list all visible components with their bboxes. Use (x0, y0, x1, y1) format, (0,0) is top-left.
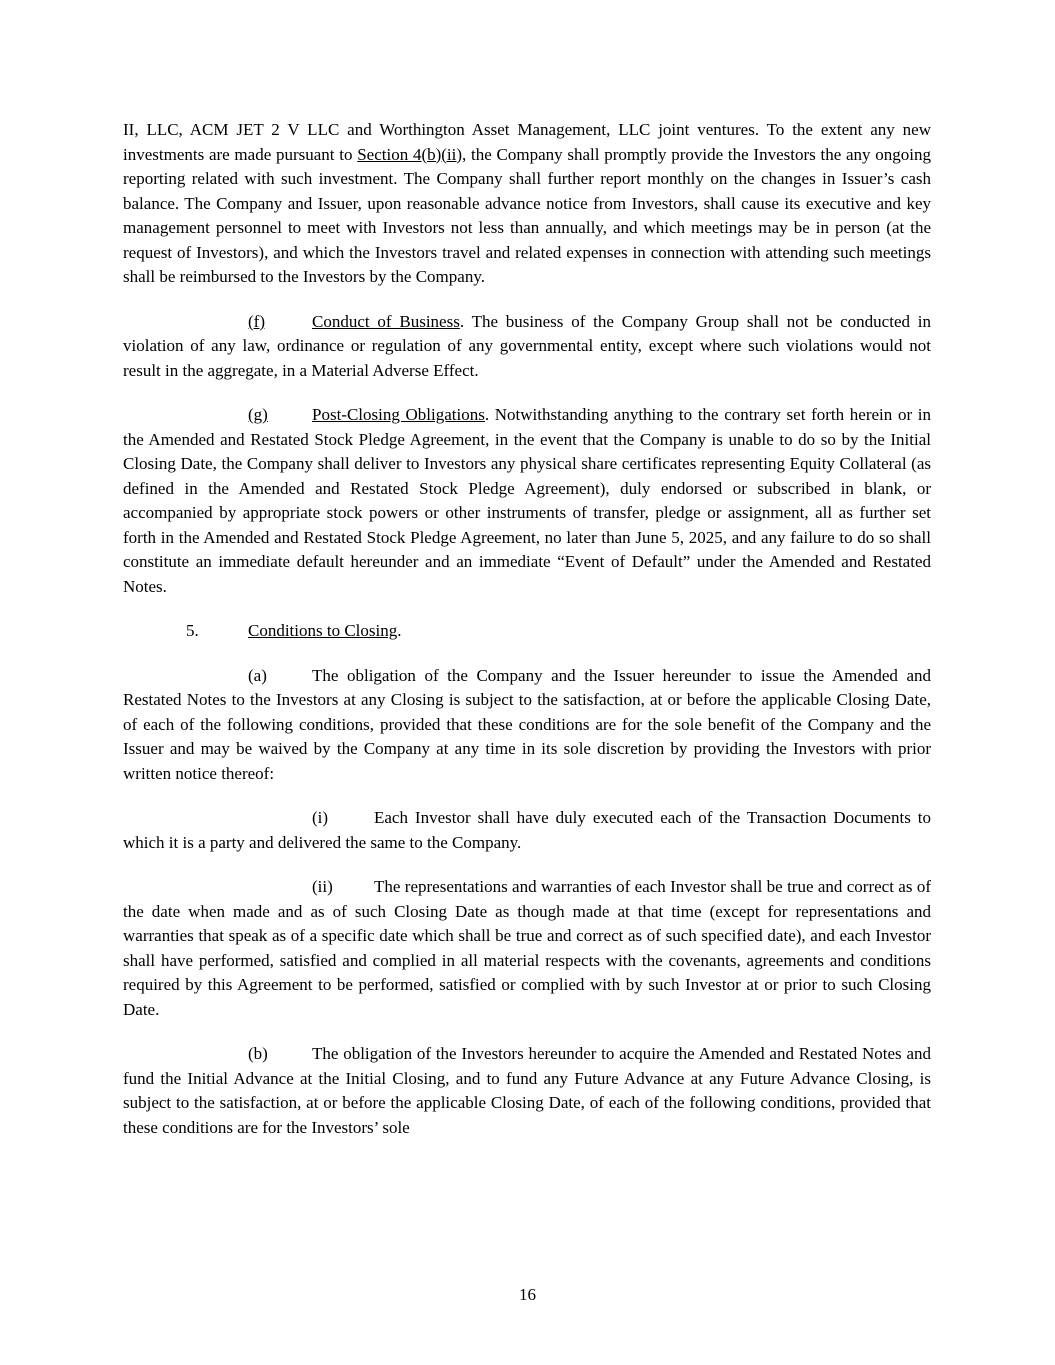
section-heading: Conditions to Closing (248, 621, 398, 640)
paragraph-subsection-f (123, 310, 931, 384)
indent-spacer (123, 1058, 248, 1059)
paragraph-subsection-a (123, 664, 931, 787)
paragraph-text: . Notwithstanding anything to the contrary set forth herein or in the Amended and Restated Stock Pledge Agreement, in the event that the Company is unable to do so by the Initial Closing Date, the Company shall deliver to Investors any physical share certificates representing Equity Collateral (as defined in the Amended and Restated Stock Pledge Agreement), duly endorsed or subscribed in blank, or accompanied by appropriate stock powers or other instruments of transfer, pledge or assignment, all as further set forth in the Amended and Restated Stock Pledge Agreement, no later than June 5, 2025, and any failure to do so shall constitute an immediate default hereunder and an immediate “Event of Default” under the Amended and Restated Notes. (123, 405, 931, 596)
paragraph-text: . The business of the Company Group shall not be conducted in violation of any law, ordinance or regulation of any governmental entity, except where such violations would not result in the aggregate, in a Material Adverse Effect. (123, 311, 932, 380)
label-tabstop (248, 310, 312, 335)
section-number-tabstop (186, 619, 248, 644)
clause-label: (ii) (312, 877, 333, 896)
paragraph-text: Each Investor shall have duly executed each of the Transaction Documents to which it is a party and delivered the same to the Company. (123, 808, 931, 852)
clause-label: (i) (312, 808, 329, 827)
paragraph-subsection-b (123, 1042, 931, 1140)
paragraph-text: . (397, 621, 402, 640)
section-reference: Section 4(b)(ii), (357, 144, 467, 164)
paragraph-subsection-g (123, 403, 931, 599)
indent-spacer (123, 822, 312, 823)
paragraph-clause-ii (123, 875, 931, 1022)
indent-spacer (123, 891, 312, 892)
label-tabstop (248, 664, 312, 689)
section-number: 5. (186, 621, 199, 640)
subsection-label: (a) (248, 665, 267, 685)
paragraph-text: The obligation of the Investors hereunder to acquire the Amended and Restated Notes and fund the Initial Advance at the Initial Closing, and to fund any Future Advance at any Future Advance Closing, is subject to the satisfaction, at or before the applicable Closing Date, of each of the following conditions, provided that these conditions are for the Investors’ sole (123, 1044, 931, 1137)
label-tabstop (312, 806, 374, 831)
paragraph-text: The representations and warranties of each Investor shall be true and correct as of the date when made and as of such Closing Date as though made at that time (except for representations and warranties that speak as of a specific date which shall be true and correct as of such specified date), and each Investor shall have performed, satisfied and complied in all material respects with the covenants, agreements and conditions required by this Agreement to be performed, satisfied or complied with by such Investor at or prior to such Closing Date. (123, 877, 931, 1019)
subsection-label: (f) (248, 311, 265, 331)
indent-spacer (123, 326, 248, 327)
label-tabstop (248, 403, 312, 428)
page-number: 16 (519, 1284, 536, 1304)
paragraph-text: II, LLC, ACM JET 2 V LLC and Worthington Asset Management, LLC joint ventures. To the extent any new investments are made pursuant to (123, 120, 931, 164)
label-tabstop (248, 1042, 312, 1067)
subsection-label: (b) (248, 1044, 268, 1063)
indent-spacer (123, 680, 248, 681)
label-tabstop (312, 875, 374, 900)
paragraph-continuation (123, 118, 931, 290)
paragraph-text: The obligation of the Company and the Issuer hereunder to issue the Amended and Restated Notes to the Investors at any Closing is subject to the satisfaction, at or before the applicable Closing Date, of each of the following conditions, provided that these conditions are for the sole benefit of the Company and the Issuer and may be waived by the Company at any time in its sole discretion by providing the Investors with prior written notice thereof: (123, 665, 931, 783)
subsection-label: (g) (248, 405, 268, 424)
paragraph-text: the Company shall promptly provide the Investors the any ongoing reporting related with such investment. The Company shall further report monthly on the changes in Issuer’s cash balance. The Company and Issuer, upon reasonable advance notice from Investors, shall cause its executive and key management personnel to meet with Investors not less than annually, and which meetings may be in person (at the request of Investors), and which the Investors travel and related expenses in connection with attending such meetings shall be reimbursed to the Investors by the Company. (123, 144, 931, 286)
subsection-heading: Post-Closing Obligations (312, 405, 485, 424)
indent-spacer (123, 419, 248, 420)
paragraph-clause-i (123, 806, 931, 855)
section-5-heading (123, 619, 931, 644)
indent-spacer (123, 635, 186, 636)
subsection-heading: Conduct of Business (312, 311, 460, 331)
